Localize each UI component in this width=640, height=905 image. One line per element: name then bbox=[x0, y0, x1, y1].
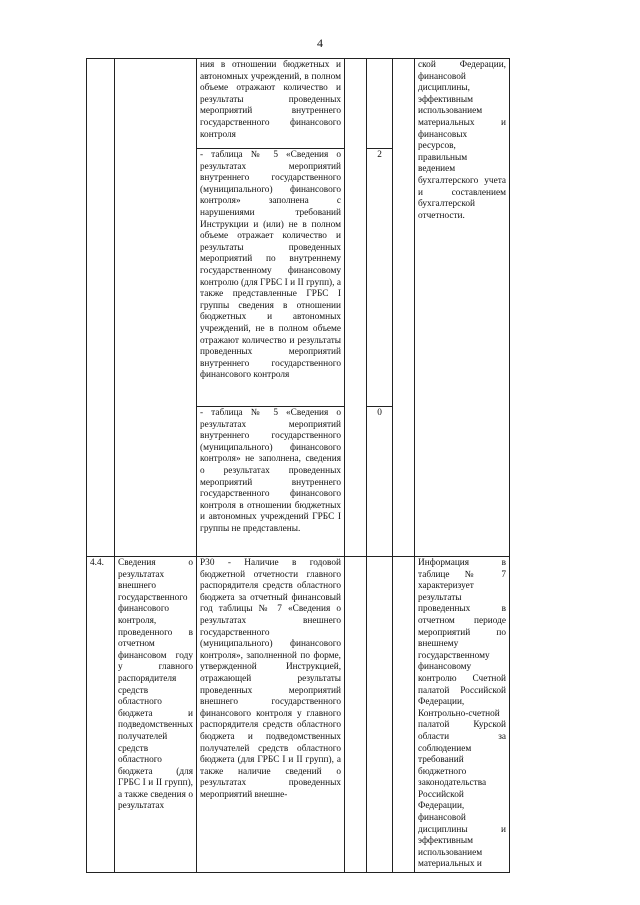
cell-criteria: - таблица № 5 «Сведения о результатах мероприятий внутреннего государственного (муниципального) финансового контроля» заполнена с нарушениями требований Инструкции и (или) не в полном объеме отражает количество и результаты проведенных мероприятий по внутреннему государственному финансовому контролю (для ГРБС I и II групп), а также представленные ГРБС I группы сведения в отношении бюджетных и автономных учреждений, не в полном объеме отражают количество и результаты проведенных мероприятий внутреннего государственного финансового контроля bbox=[197, 149, 345, 407]
table-row bbox=[87, 59, 510, 149]
cell-empty bbox=[393, 59, 415, 557]
cell-number: 4.4. bbox=[87, 557, 115, 873]
cell-criteria: ния в отношении бюджетных и автономных учреждений, в полном объеме отражают количество и результаты проведенных мероприятий внутреннего государственного финансового контроля bbox=[197, 59, 345, 149]
table-row bbox=[87, 557, 510, 873]
cell-info: ской Федерации, финансовой дисциплины, эффективным использованием материальных и финансовых ресурсов, правильным ведением бухгалтерского учета и составлением бухгалтерской отчетности. bbox=[415, 59, 510, 557]
cell-number bbox=[87, 59, 115, 557]
cell-indicator-name bbox=[115, 59, 197, 557]
page-number: 4 bbox=[317, 36, 323, 50]
cell-empty bbox=[393, 557, 415, 873]
cell-score: 2 bbox=[367, 149, 393, 407]
cell-empty bbox=[345, 59, 367, 557]
cell-score bbox=[367, 59, 393, 149]
criteria-table bbox=[86, 58, 510, 873]
cell-criteria: P30 - Наличие в годовой бюджетной отчетности главного распорядителя средств областного бюджета за отчетный финансовый год таблицы № 7 «Сведения о результатах внешнего государственного (муниципального) финансового контроля», заполненной по форме, утвержденной Инструкцией, отражающей результаты проведенных мероприятий внешнего государственного финансового контроля у главного распорядителя средств областного бюджета и подведомственных получателей средств областного бюджета (для ГРБС I и II групп), а также наличие сведений о результатах проведенных мероприятий внешне- bbox=[197, 557, 345, 873]
cell-empty bbox=[345, 557, 367, 873]
cell-score: 0 bbox=[367, 407, 393, 557]
cell-indicator-name: Сведения о результатах внешнего государственного финансового контроля, проведенного в отчетном финансовом году у главного распорядителя средств областного бюджета и подведомственных получателей средств областного бюджета (для ГРБС I и II групп), а также сведения о результатах bbox=[115, 557, 197, 873]
cell-info: Информация в таблице № 7 характеризует результаты проведенных в отчетном периоде мероприятий по внешнему государственному финансовому контролю Счетной палатой Российской Федерации, Контрольно-счетной палатой Курской области за соблюдением требований бюджетного законодательства Российской Федерации, финансовой дисциплины и эффективным использованием материальных и bbox=[415, 557, 510, 873]
cell-criteria: - таблица № 5 «Сведения о результатах мероприятий внутреннего государственного (муниципального) финансового контроля» не заполнена, сведения о результатах проведенных мероприятий внутреннего государственного финансового контроля в отношении бюджетных и автономных учреждений ГРБС I группы не представлены. bbox=[197, 407, 345, 557]
cell-score bbox=[367, 557, 393, 873]
